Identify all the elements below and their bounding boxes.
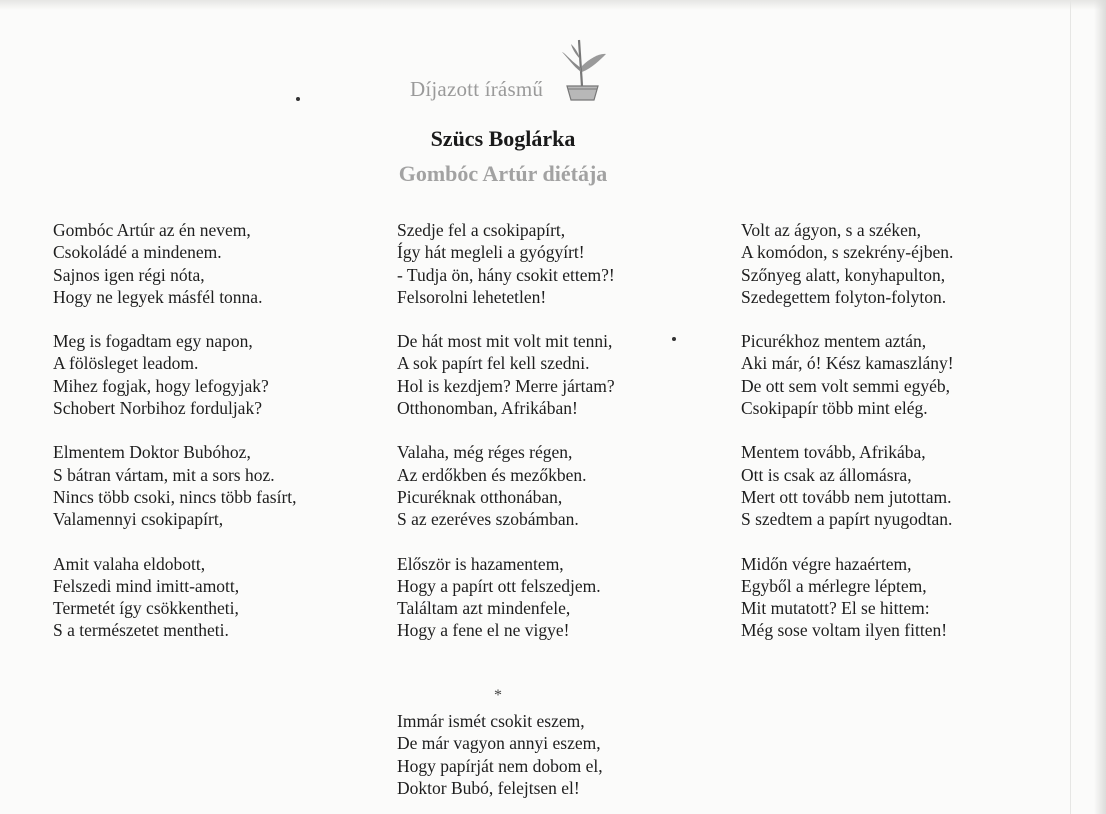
poem-line: Hogy a fene el ne vigye! xyxy=(397,620,570,641)
stanza xyxy=(53,553,353,642)
poem-line: Mihez fogjak, hogy lefogyjak? xyxy=(53,375,269,396)
poem-column-3 xyxy=(741,219,1041,664)
poem-line: Sajnos igen régi nóta, xyxy=(53,264,205,285)
stanza xyxy=(53,441,353,530)
poem-line: A komódon, s szekrény-éjben. xyxy=(741,242,954,263)
poem-column-2 xyxy=(397,219,697,664)
stanza xyxy=(741,330,1041,419)
stanza xyxy=(397,441,697,530)
poem-line: Amit valaha eldobott, xyxy=(53,553,206,574)
stanza xyxy=(53,219,353,308)
scan-speck xyxy=(672,337,676,341)
poem-line: - Tudja ön, hány csokit ettem?! xyxy=(397,264,615,285)
plant-pot-icon xyxy=(560,38,610,104)
stanza xyxy=(741,553,1041,642)
stanza-separator: * xyxy=(494,687,502,704)
poem-line: Szedegettem folyton-folyton. xyxy=(741,286,947,307)
poem-line: Egyből a mérlegre léptem, xyxy=(741,575,927,596)
poem-line: Hogy ne legyek másfél tonna. xyxy=(53,286,263,307)
poem-line: S az ezeréves szobámban. xyxy=(397,509,579,530)
poem-line: Szedje fel a csokipapírt, xyxy=(397,220,566,240)
poem-line: Volt az ágyon, s a széken, xyxy=(741,220,921,240)
stanza xyxy=(397,330,697,419)
poem-line: Doktor Bubó, felejtsen el! xyxy=(397,777,580,798)
poem-line: Csokoládé a mindenem. xyxy=(53,242,222,263)
poem-line: Aki már, ó! Kész kamaszlány! xyxy=(741,353,954,374)
poem-line: Nincs több csoki, nincs több fasírt, xyxy=(53,486,297,507)
poem-line: S bátran vártam, mit a sors hoz. xyxy=(53,464,275,485)
poem-line: Hogy a papírt ott felszedjem. xyxy=(397,575,601,596)
poem-line: S a természetet mentheti. xyxy=(53,620,229,641)
page-shadow-top xyxy=(0,0,1106,10)
author-name: Szücs Boglárka xyxy=(430,126,576,151)
poem-line: Csokipapír több mint elég. xyxy=(741,398,928,419)
poem-line: Hol is kezdjem? Merre jártam? xyxy=(397,375,615,396)
poem-line: Elmentem Doktor Bubóhoz, xyxy=(53,442,251,463)
stanza xyxy=(741,219,1041,308)
poem-line: Gombóc Artúr az én nevem, xyxy=(53,220,251,240)
poem-line: Midőn végre hazaértem, xyxy=(741,553,912,574)
poem-line: Immár ismét csokit eszem, xyxy=(397,711,585,731)
poem-line: Felsorolni lehetetlen! xyxy=(397,286,547,307)
stanza xyxy=(397,219,697,308)
poem-line: Mert ott tovább nem jutottam. xyxy=(741,486,952,507)
poem-line: A fölösleget leadom. xyxy=(53,353,199,374)
page-fold-line xyxy=(1070,0,1071,814)
poem-line: Így hát megleli a gyógyírt! xyxy=(397,242,585,263)
poem-line: De már vagyon annyi eszem, xyxy=(397,733,601,754)
page-edge-right xyxy=(1094,0,1106,814)
poem-line: A sok papírt fel kell szedni. xyxy=(397,353,590,374)
poem-line: De ott sem volt semmi egyéb, xyxy=(741,375,950,396)
poem-line: Mit mutatott? El se hittem: xyxy=(741,598,930,619)
poem-line: Felszedi mind imitt-amott, xyxy=(53,575,240,596)
poem-line: Mentem tovább, Afrikába, xyxy=(741,442,926,463)
poem-line: Schobert Norbihoz forduljak? xyxy=(53,398,262,419)
poem-line: Először is hazamentem, xyxy=(397,553,564,574)
scan-speck xyxy=(296,97,300,101)
stanza xyxy=(741,441,1041,530)
poem-title: Gombóc Artúr diétája xyxy=(398,161,608,186)
poem-line: Meg is fogadtam egy napon, xyxy=(53,331,253,352)
poem-line: Találtam azt mindenfele, xyxy=(397,598,571,619)
poem-line: Valamennyi csokipapírt, xyxy=(53,509,224,530)
stanza xyxy=(53,330,353,419)
poem-line: Termetét így csökkentheti, xyxy=(53,598,239,619)
poem-line: Szőnyeg alatt, konyhapulton, xyxy=(741,264,946,285)
award-label: Díjazott írásmű xyxy=(410,77,544,101)
stanza xyxy=(397,553,697,642)
poem-line: Valaha, még réges régen, xyxy=(397,442,573,463)
poem-line: De hát most mit volt mit tenni, xyxy=(397,331,613,352)
poem-line: Picurékhoz mentem aztán, xyxy=(741,331,927,352)
poem-line: Picuréknak otthonában, xyxy=(397,486,563,507)
poem-line: Ott is csak az állomásra, xyxy=(741,464,912,485)
poem-line: Az erdőkben és mezőkben. xyxy=(397,464,587,485)
poem-column-1 xyxy=(53,219,353,664)
final-stanza xyxy=(397,710,697,799)
poem-line: Otthonomban, Afrikában! xyxy=(397,398,578,419)
poem-line: Még sose voltam ilyen fitten! xyxy=(741,620,948,641)
poem-line: Hogy papírját nem dobom el, xyxy=(397,755,603,776)
poem-line: S szedtem a papírt nyugodtan. xyxy=(741,509,953,530)
